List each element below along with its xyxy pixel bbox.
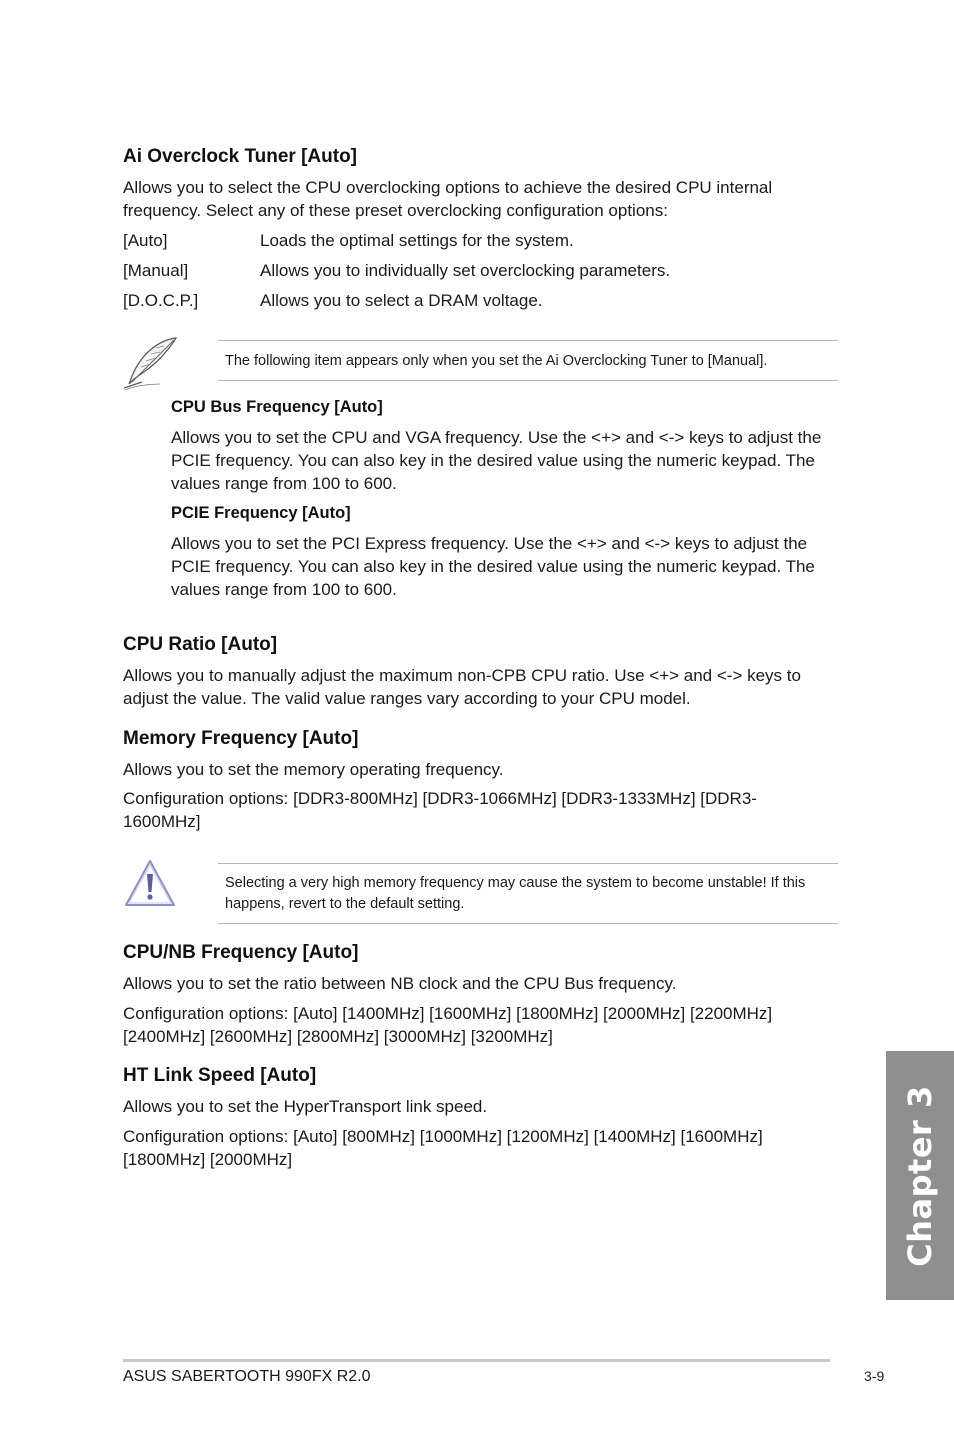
option-key-auto: [Auto] (123, 231, 168, 250)
section-heading-cpu-ratio: CPU Ratio [Auto] (123, 634, 278, 655)
memory-config-line: Configuration options: [DDR3-800MHz] [DDR3-1066MHz] [DDR3-1333MHz] [DDR3- (123, 789, 757, 808)
memory-desc: Allows you to set the memory operating frequency. (123, 760, 504, 779)
cpu-bus-line: values range from 100 to 600. (171, 474, 397, 493)
note-bottom-rule (218, 380, 838, 381)
warning-text-line: happens, revert to the default setting. (225, 896, 465, 912)
pcie-line: Allows you to set the PCI Express frequency. Use the <+> and <-> keys to adjust the (171, 534, 808, 553)
cpunb-config-line: [2400MHz] [2600MHz] [2800MHz] [3000MHz] [3200MHz] (123, 1027, 553, 1046)
pcie-line: values range from 100 to 600. (171, 580, 397, 599)
ht-link-config-line: [1800MHz] [2000MHz] (123, 1150, 293, 1169)
subsection-heading-pcie: PCIE Frequency [Auto] (171, 504, 351, 522)
option-value-auto: Loads the optimal settings for the system. (260, 231, 574, 250)
cpunb-config-line: Configuration options: [Auto] [1400MHz] [1600MHz] [1800MHz] [2000MHz] [2200MHz] (123, 1004, 773, 1023)
subsection-heading-cpu-bus: CPU Bus Frequency [Auto] (171, 398, 383, 416)
ai-overclock-desc-line-2: frequency. Select any of these preset overclocking configuration options: (123, 201, 668, 220)
ht-link-config-line: Configuration options: [Auto] [800MHz] [1000MHz] [1200MHz] [1400MHz] [1600MHz] (123, 1127, 763, 1146)
cpu-bus-line: PCIE frequency. You can also key in the desired value using the numeric keypad. The (171, 451, 815, 470)
page-number: 3-9 (864, 1368, 885, 1384)
footer-rule (123, 1359, 830, 1362)
cpunb-desc: Allows you to set the ratio between NB clock and the CPU Bus frequency. (123, 974, 677, 993)
section-heading-ht-link: HT Link Speed [Auto] (123, 1065, 317, 1086)
option-key-manual: [Manual] (123, 261, 189, 280)
cpu-bus-line: Allows you to set the CPU and VGA frequency. Use the <+> and <-> keys to adjust the (171, 428, 822, 447)
chapter-side-tab (886, 1051, 954, 1300)
warning-text-line: Selecting a very high memory frequency may cause the system to become unstable! If this (225, 875, 806, 891)
pcie-line: PCIE frequency. You can also key in the desired value using the numeric keypad. The (171, 557, 815, 576)
chapter-tab-label: Chapter 3 (901, 1084, 939, 1267)
warning-triangle-icon (122, 857, 178, 909)
warning-top-rule (218, 863, 838, 864)
cpu-ratio-line: Allows you to manually adjust the maximum non-CPB CPU ratio. Use <+> and <-> keys to (123, 666, 801, 685)
option-value-docp: Allows you to select a DRAM voltage. (260, 291, 543, 310)
option-value-manual: Allows you to individually set overclocking parameters. (260, 261, 671, 280)
footer-title: ASUS SABERTOOTH 990FX R2.0 (123, 1368, 371, 1385)
ai-overclock-desc-line-1: Allows you to select the CPU overclocking options to achieve the desired CPU internal (123, 178, 773, 197)
note-top-rule (218, 340, 838, 341)
section-heading-memory: Memory Frequency [Auto] (123, 728, 359, 749)
note-text: The following item appears only when you set the Ai Overclocking Tuner to [Manual]. (225, 353, 768, 369)
feather-quill-icon (120, 334, 182, 392)
option-key-docp: [D.O.C.P.] (123, 291, 199, 310)
warning-bottom-rule (218, 923, 838, 924)
section-heading-ai-overclock: Ai Overclock Tuner [Auto] (123, 146, 358, 167)
cpu-ratio-line: adjust the value. The valid value ranges vary according to your CPU model. (123, 689, 691, 708)
section-heading-cpunb: CPU/NB Frequency [Auto] (123, 942, 359, 963)
ht-link-desc: Allows you to set the HyperTransport link speed. (123, 1097, 488, 1116)
memory-config-line: 1600MHz] (123, 812, 201, 831)
